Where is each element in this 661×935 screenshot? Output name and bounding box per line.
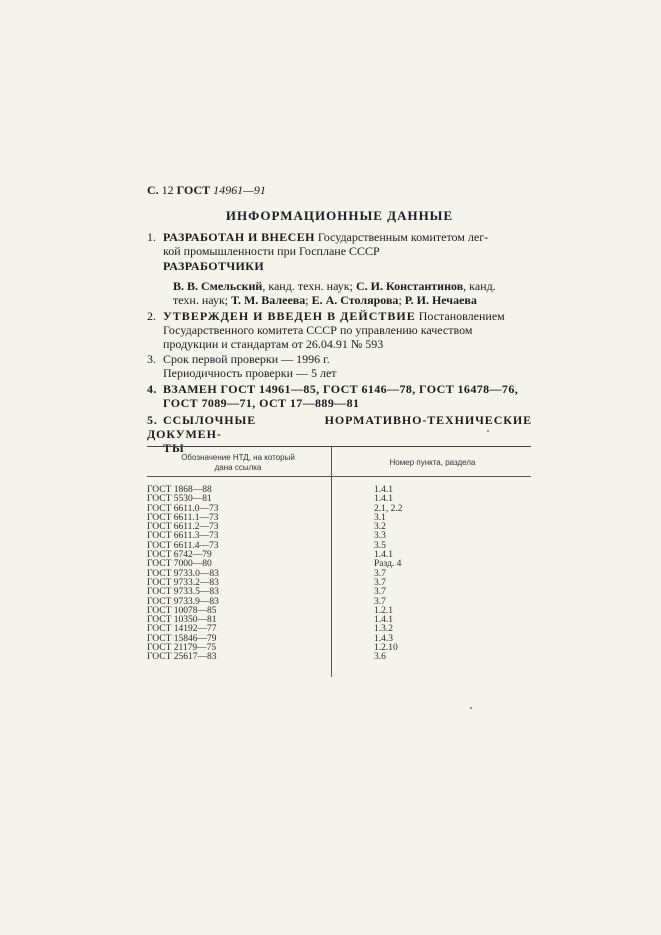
table-row-doc: ГОСТ 6611.3—73 bbox=[147, 531, 219, 542]
section-2-text-line1: Постановлением bbox=[418, 309, 505, 323]
page-title: ИНФОРМАЦИОННЫЕ ДАННЫЕ bbox=[225, 208, 454, 223]
developer-4: Е. А. Столярова bbox=[311, 293, 399, 307]
section-5 bbox=[147, 413, 532, 455]
section-3-number: 3. bbox=[147, 352, 156, 366]
section-1-number: 1. bbox=[147, 230, 156, 244]
table-row-ref: 3.7 bbox=[374, 568, 386, 579]
section-2-caps: УТВЕРЖДЕН И ВВЕДЕН В ДЕЙСТВИЕ bbox=[163, 309, 416, 323]
page-prefix: С. bbox=[147, 183, 159, 197]
table-row-ref: 3.6 bbox=[374, 652, 386, 663]
gost-number: 14961—91 bbox=[213, 183, 266, 197]
developer-3: Т. М. Валеева bbox=[231, 293, 306, 307]
table-doc-column bbox=[147, 486, 219, 663]
developer-sep-1: , канд. техн. наук; bbox=[262, 279, 356, 293]
developers-heading bbox=[147, 259, 532, 273]
table-row-ref: 1.2.10 bbox=[374, 643, 398, 654]
table-row-doc: ГОСТ 21179—75 bbox=[147, 643, 217, 654]
table-row-doc: ГОСТ 10350—81 bbox=[147, 615, 217, 626]
table-row-doc: ГОСТ 6611.1—73 bbox=[147, 512, 219, 523]
section-3-line2: Периодичность проверки — 5 лет bbox=[163, 366, 337, 380]
section-1-caps: РАЗРАБОТАН И ВНЕСЕН bbox=[163, 230, 315, 244]
table-row-doc: ГОСТ 1868—88 bbox=[147, 485, 212, 495]
page-number: 12 bbox=[161, 183, 174, 197]
section-2-text-line3: продукции и стандартам от 26.04.91 № 593 bbox=[163, 337, 384, 351]
table-row-ref: 3.1 bbox=[374, 512, 386, 523]
table-row-ref: 1.4.3 bbox=[374, 633, 393, 644]
table-row-ref: 1.4.1 bbox=[374, 494, 393, 505]
section-2-text-line2: Государственного комитета СССР по управлению качеством bbox=[163, 323, 473, 337]
developer-sep-5: ; bbox=[398, 293, 405, 307]
speck-mark bbox=[470, 707, 472, 709]
developer-5: Р. И. Нечаева bbox=[404, 293, 477, 307]
section-4-line2: ГОСТ 7089—71, ОСТ 17—889—81 bbox=[163, 396, 360, 410]
section-4-line1: ВЗАМЕН ГОСТ 14961—85, ГОСТ 6146—78, ГОСТ 16478—76, bbox=[163, 382, 519, 396]
table-col1-header bbox=[150, 453, 326, 473]
table-row-ref: 1.4.1 bbox=[374, 615, 393, 626]
section-1-text-line1: Государственным комитетом лег- bbox=[317, 230, 489, 244]
table-header-rule bbox=[147, 476, 531, 477]
developer-1: В. В. Смельский bbox=[173, 279, 263, 293]
table-row-doc: ГОСТ 10078—85 bbox=[147, 605, 217, 616]
gost-label: ГОСТ bbox=[176, 183, 211, 197]
developers-heading-text: РАЗРАБОТЧИКИ bbox=[163, 259, 265, 273]
table-row-doc: ГОСТ 14192—77 bbox=[147, 624, 217, 635]
section-1 bbox=[147, 230, 532, 258]
section-3-line1: Срок первой проверки — 1996 г. bbox=[163, 352, 330, 366]
table-row-doc: ГОСТ 5530—81 bbox=[147, 494, 212, 505]
developer-sep-4: ; bbox=[305, 293, 312, 307]
section-1-text-line2: кой промышленности при Госплане СССР bbox=[163, 244, 380, 258]
table-top-rule bbox=[147, 446, 531, 447]
section-2-number: 2. bbox=[147, 309, 156, 323]
table-row-ref: 3.7 bbox=[374, 596, 386, 607]
table-ref-column bbox=[374, 486, 403, 663]
table-row-doc: ГОСТ 6611.2—73 bbox=[147, 522, 219, 533]
table-row-doc: ГОСТ 9733.2—83 bbox=[147, 577, 219, 588]
developer-2: С. И. Константинов bbox=[355, 279, 464, 293]
section-5-line1: ССЫЛОЧНЫЕ НОРМАТИВНО-ТЕХНИЧЕСКИЕ ДОКУМЕН- bbox=[147, 413, 532, 441]
table-row-ref: 3.2 bbox=[374, 522, 386, 533]
speck-mark bbox=[487, 430, 489, 432]
table-row-doc: ГОСТ 25617—83 bbox=[147, 652, 217, 663]
table-row-doc: ГОСТ 9733.5—83 bbox=[147, 587, 219, 598]
table-row-ref: 3.5 bbox=[374, 540, 386, 551]
table-col1-header-line2: дана ссылка bbox=[214, 463, 262, 472]
table-row-doc: ГОСТ 6742—79 bbox=[147, 550, 212, 561]
table-col1-header-line1: Обозначение НТД, на который bbox=[181, 453, 295, 462]
table-row-ref: 1.3.2 bbox=[374, 624, 393, 635]
section-5-line2: ТЫ bbox=[163, 441, 185, 455]
table-row-ref: 1.2.1 bbox=[374, 605, 393, 616]
table-column-divider bbox=[331, 447, 332, 677]
table-row-ref: 1.4.1 bbox=[374, 485, 393, 495]
table-row-doc: ГОСТ 9733.0—83 bbox=[147, 568, 219, 579]
section-4 bbox=[147, 382, 532, 410]
table-row-ref: 2.1, 2.2 bbox=[374, 503, 403, 514]
table-col2-header: Номер пункта, раздела bbox=[389, 458, 476, 467]
table-row-doc: ГОСТ 15846—79 bbox=[147, 633, 217, 644]
section-4-number: 4. bbox=[147, 382, 157, 396]
table-row-ref: Разд. 4 bbox=[374, 559, 402, 570]
page-header bbox=[147, 183, 266, 198]
table-row-doc: ГОСТ 6611.4—73 bbox=[147, 540, 219, 551]
table-row-ref: 1.4.1 bbox=[374, 550, 393, 561]
developers-list bbox=[163, 279, 532, 307]
table-row-ref: 3.3 bbox=[374, 531, 386, 542]
table-row-doc: ГОСТ 7000—80 bbox=[147, 559, 212, 570]
developer-sep-3: техн. наук; bbox=[173, 293, 232, 307]
section-5-number: 5. bbox=[147, 413, 158, 427]
table-row-ref: 3.7 bbox=[374, 577, 386, 588]
developer-sep-2: , канд. bbox=[463, 279, 496, 293]
table-row-doc: ГОСТ 9733.9—83 bbox=[147, 596, 219, 607]
section-2 bbox=[147, 309, 532, 351]
table-row-doc: ГОСТ 6611.0—73 bbox=[147, 503, 219, 514]
section-3 bbox=[147, 352, 532, 380]
table-row-ref: 3.7 bbox=[374, 587, 386, 598]
